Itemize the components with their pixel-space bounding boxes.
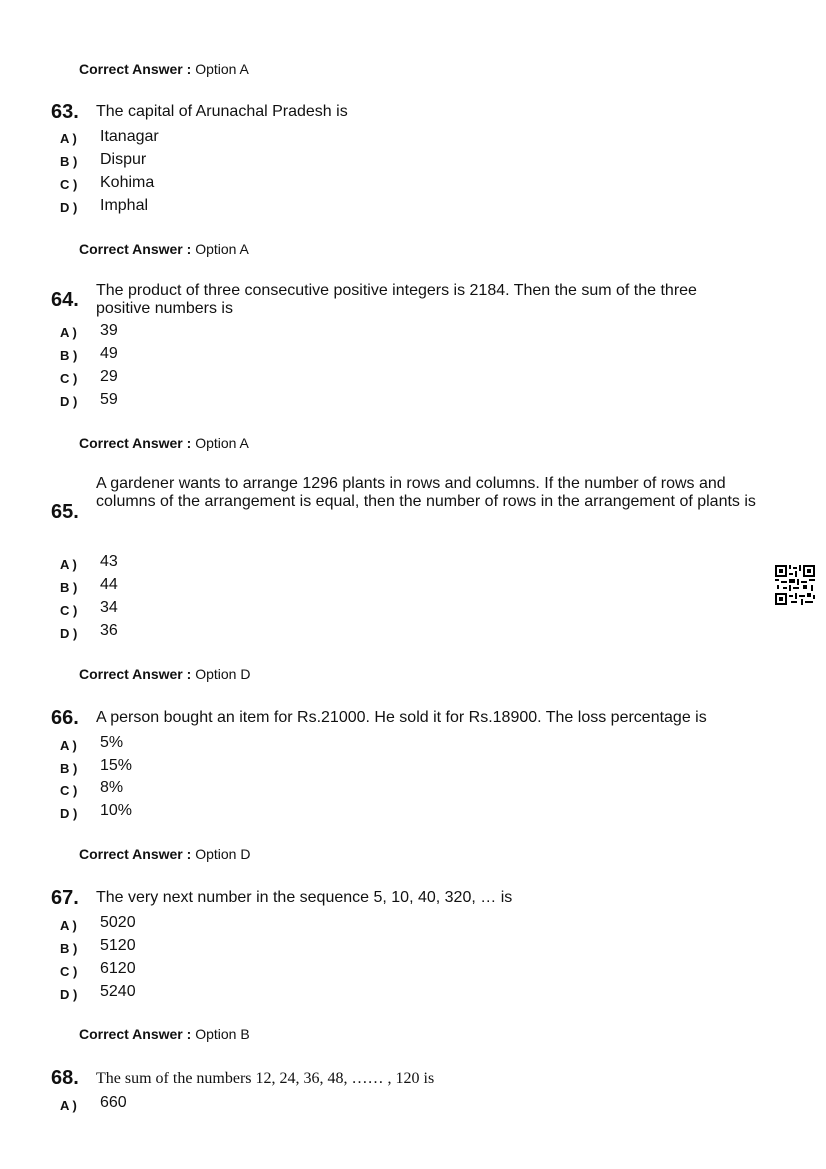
option-label: B ) — [60, 154, 78, 169]
option-label: D ) — [60, 987, 78, 1002]
option-value: 43 — [100, 553, 118, 570]
option-label: A ) — [60, 131, 77, 146]
correct-answer-value: Option D — [195, 666, 251, 682]
question-text: The sum of the numbers 12, 24, 36, 48, …… , 120 is — [96, 1070, 435, 1087]
option-label: B ) — [60, 761, 78, 776]
correct-answer — [79, 241, 249, 257]
option-label: B ) — [60, 941, 78, 956]
question-number: 63. — [51, 101, 79, 123]
correct-answer — [79, 1026, 250, 1042]
option-value: 6120 — [100, 960, 136, 977]
correct-answer-value: Option B — [195, 1026, 250, 1042]
option-label: A ) — [60, 325, 77, 340]
option-value: Imphal — [100, 197, 149, 214]
correct-answer-label: Correct Answer : — [79, 241, 192, 257]
option-label: D ) — [60, 806, 78, 821]
question-number: 66. — [51, 707, 79, 729]
option-value: 44 — [100, 576, 118, 593]
option-label: C ) — [60, 964, 78, 979]
option-value: 8% — [100, 779, 124, 796]
correct-answer-value: Option D — [195, 846, 251, 862]
option-value: 15% — [100, 757, 133, 774]
option-value: 29 — [100, 368, 118, 385]
option-label: C ) — [60, 603, 78, 618]
question-text: A gardener wants to arrange 1296 plants in rows and columns. If the number of rows and columns of the arrangement is equal, then the number of rows in the arrangement of plants is — [96, 475, 756, 510]
option-label: D ) — [60, 626, 78, 641]
option-value: 660 — [100, 1094, 127, 1111]
option-label: B ) — [60, 348, 78, 363]
question-number: 68. — [51, 1067, 79, 1089]
option-label: A ) — [60, 918, 77, 933]
question-text: The very next number in the sequence 5, 10, 40, 320, … is — [96, 889, 513, 906]
option-label: B ) — [60, 580, 78, 595]
option-value: 39 — [100, 322, 118, 339]
option-value: Dispur — [100, 151, 147, 168]
correct-answer-value: Option A — [195, 241, 249, 257]
option-value: 59 — [100, 391, 118, 408]
option-label: D ) — [60, 200, 78, 215]
question-number: 65. — [51, 501, 79, 523]
question-text: The capital of Arunachal Pradesh is — [96, 103, 348, 120]
correct-answer-label: Correct Answer : — [79, 666, 192, 682]
correct-answer-label: Correct Answer : — [79, 846, 192, 862]
option-value: 34 — [100, 599, 118, 616]
option-label: C ) — [60, 177, 78, 192]
option-value: 36 — [100, 622, 118, 639]
option-value: 49 — [100, 345, 118, 362]
correct-answer-label: Correct Answer : — [79, 1026, 192, 1042]
question-text: A person bought an item for Rs.21000. He sold it for Rs.18900. The loss percentage is — [96, 709, 707, 726]
qr-code — [775, 565, 815, 605]
correct-answer-prev — [79, 61, 249, 77]
option-value: 5% — [100, 734, 124, 751]
option-value: Itanagar — [100, 128, 159, 145]
correct-answer — [79, 666, 250, 682]
question-text: The product of three consecutive positive integers is 2184. Then the sum of the three positive numbers is — [96, 282, 697, 317]
correct-answer-label: Correct Answer : — [79, 435, 192, 451]
option-value: Kohima — [100, 174, 155, 191]
correct-answer — [79, 435, 249, 451]
correct-answer-value: Option A — [195, 61, 249, 77]
question-number: 64. — [51, 289, 79, 311]
option-label: A ) — [60, 738, 77, 753]
correct-answer-value: Option A — [195, 435, 249, 451]
option-value: 10% — [100, 802, 133, 819]
question-number: 67. — [51, 887, 79, 909]
option-label: A ) — [60, 557, 77, 572]
option-label: D ) — [60, 394, 78, 409]
option-value: 5240 — [100, 983, 136, 1000]
option-label: A ) — [60, 1098, 77, 1113]
option-value: 5120 — [100, 937, 136, 954]
correct-answer-label: Correct Answer : — [79, 61, 192, 77]
option-label: C ) — [60, 371, 78, 386]
correct-answer — [79, 846, 250, 862]
option-label: C ) — [60, 783, 78, 798]
option-value: 5020 — [100, 914, 136, 931]
